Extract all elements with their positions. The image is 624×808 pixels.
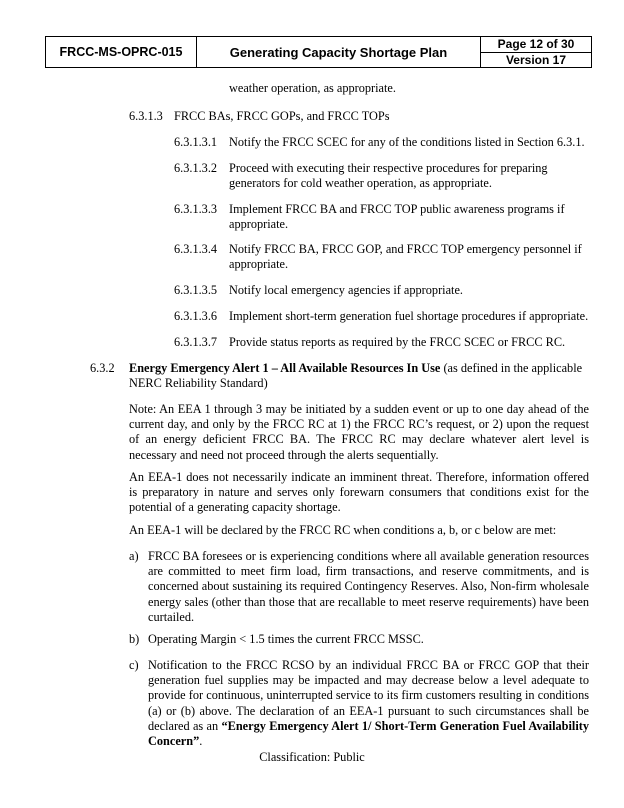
section-6-3-2-number: 6.3.2 xyxy=(90,361,115,375)
item-text-cont: appropriate. xyxy=(229,217,289,231)
declared-paragraph: An EEA-1 will be declared by the FRCC RC when conditions a, b, or c below are met: xyxy=(129,523,557,537)
item-number: 6.3.1.3.1 xyxy=(174,135,218,149)
item-number: 6.3.1.3.3 xyxy=(174,202,218,216)
condition-label: b) xyxy=(129,632,140,646)
doc-id: FRCC-MS-OPRC-015 xyxy=(46,37,197,67)
section-6-3-2-title-cont: NERC Reliability Standard) xyxy=(129,376,268,390)
item-number: 6.3.1.3.6 xyxy=(174,309,218,323)
item-text: Notify local emergency agencies if appropriate. xyxy=(229,283,463,297)
doc-title: Generating Capacity Shortage Plan xyxy=(197,37,481,67)
item-text-cont: appropriate. xyxy=(229,257,289,271)
page-version-cell xyxy=(481,37,591,67)
condition-c-end: . xyxy=(199,734,203,749)
item-number: 6.3.1.3.7 xyxy=(174,335,218,349)
item-text-cont: generators for cold weather operation, as appropriate. xyxy=(229,176,492,190)
condition-text xyxy=(148,658,589,749)
condition-text: Operating Margin < 1.5 times the current FRCC MSSC. xyxy=(148,632,424,646)
item-text: Implement FRCC BA and FRCC TOP public awareness programs if xyxy=(229,202,565,216)
section-6-3-1-3-title: FRCC BAs, FRCC GOPs, and FRCC TOPs xyxy=(174,109,390,123)
item-number: 6.3.1.3.4 xyxy=(174,242,218,256)
section-6-3-2-title-bold: Energy Emergency Alert 1 – All Available Resources In Use xyxy=(129,361,441,375)
condition-c-bold: “Energy Emergency Alert 1/ Short-Term Generation Fuel Availability Concern” xyxy=(148,718,589,749)
condition-label: c) xyxy=(129,658,139,672)
condition-c-text: Notification to the FRCC RCSO by an individual FRCC BA or FRCC GOP that their generation fuel supplies may be impacted and may decrease below a level adequate to provide for continuous, uninterrupted service to its firm customers resulting in conditions (a) or (b) above. The declaration of an EEA-1 pursuant to such circumstances shall be declared as an xyxy=(148,658,589,733)
section-6-3-1-3-number: 6.3.1.3 xyxy=(129,109,163,123)
note-paragraph: Note: An EEA 1 through 3 may be initiated by a sudden event or up to one day ahead of the current day, and only by the FRCC RC at 1) the FRCC RC’s request, or 2) upon the request of an energy deficient FRCC BA. The FRCC RC may declare whatever alert level is necessary and need not proceed through the alerts sequentially. xyxy=(129,402,589,462)
continued-line: weather operation, as appropriate. xyxy=(229,81,396,95)
item-text: Provide status reports as required by the FRCC SCEC or FRCC RC. xyxy=(229,335,566,349)
condition-label: a) xyxy=(129,549,139,563)
version: Version 17 xyxy=(505,52,567,67)
section-6-3-2-title-rest: (as defined in the applicable xyxy=(440,361,583,375)
page-number: Page 12 of 30 xyxy=(481,37,591,53)
item-number: 6.3.1.3.2 xyxy=(174,161,218,175)
eea1-paragraph: An EEA-1 does not necessarily indicate an imminent threat. Therefore, information offered is preparatory in nature and serves only forewarn consumers that conditions exist for the potential of a generating capacity shortage. xyxy=(129,470,589,515)
condition-text: FRCC BA foresees or is experiencing conditions where all available generation resources are committed to meet firm load, firm transactions, and reserve commitments, and is concerned about sustaining its required Contingency Reserves. Also, Non-firm wholesale energy sales (other than those that are recallable to meet reserve requirements) have been curtailed. xyxy=(148,549,589,624)
section-6-3-2-title xyxy=(129,361,582,376)
document-header xyxy=(45,36,592,68)
item-text: Proceed with executing their respective procedures for preparing xyxy=(229,161,548,175)
classification-footer: Classification: Public xyxy=(259,750,365,764)
item-text: Implement short-term generation fuel shortage procedures if appropriate. xyxy=(229,309,589,323)
item-number: 6.3.1.3.5 xyxy=(174,283,218,297)
item-text: Notify FRCC BA, FRCC GOP, and FRCC TOP emergency personnel if xyxy=(229,242,582,256)
item-text: Notify the FRCC SCEC for any of the conditions listed in Section 6.3.1. xyxy=(229,135,585,149)
